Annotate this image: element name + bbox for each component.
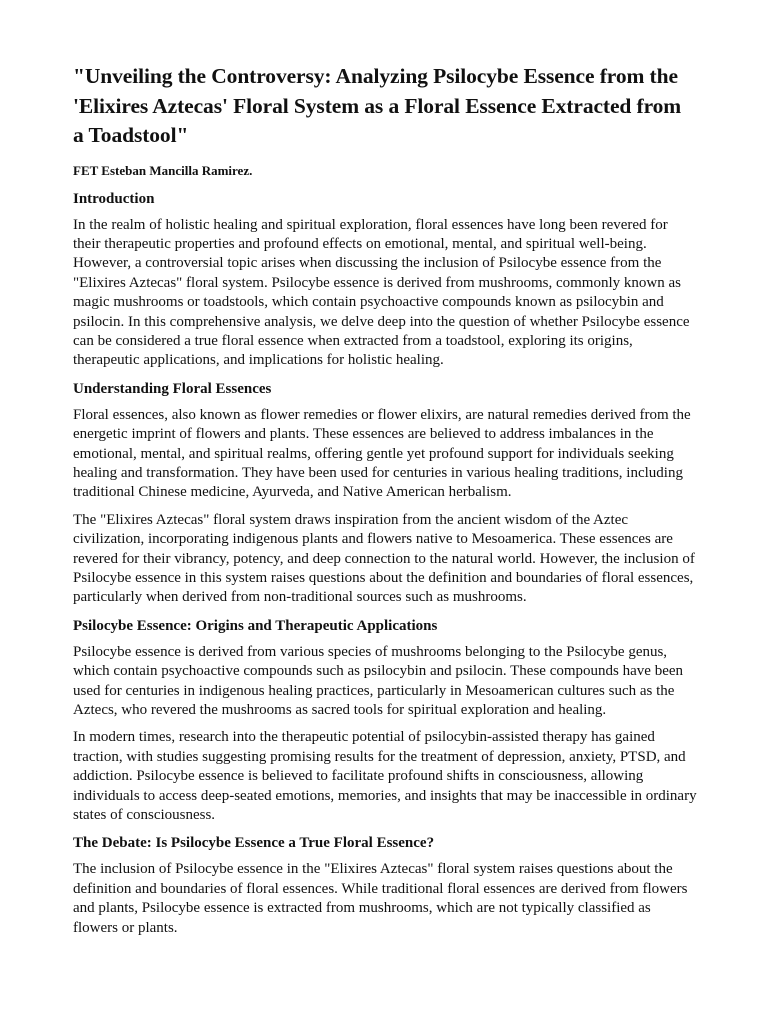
paragraph: Psilocybe essence is derived from various species of mushrooms belonging to the Psilocybe genus, which contain psychoactive compounds such as psilocybin and psilocin. These compounds have been used for centuries in indigenous healing practices, particularly in Mesoamerican cultures such as the Aztecs, who revered the mushrooms as sacred tools for spiritual exploration and healing. xyxy=(73,643,684,719)
section-psilocybe-origins xyxy=(73,616,697,826)
section-heading: Psilocybe Essence: Origins and Therapeutic Applications xyxy=(73,617,438,634)
document-page xyxy=(73,62,697,946)
document-title: "Unveiling the Controversy: Analyzing Psilocybe Essence from the 'Elixires Aztecas' Floral System as a Floral Essence Extracted from a Toadstool" xyxy=(73,64,682,147)
section-introduction xyxy=(73,189,697,371)
section-heading: The Debate: Is Psilocybe Essence a True Floral Essence? xyxy=(73,835,435,852)
paragraph: In the realm of holistic healing and spiritual exploration, floral essences have long been revered for their therapeutic properties and profound effects on emotional, mental, and spiritual well-being. However, a controversial topic arises when discussing the inclusion of Psilocybe essence from the "Elixires Aztecas" floral system. Psilocybe essence is derived from mushrooms, commonly known as magic mushrooms or toadstools, which contain psychoactive compounds known as psilocybin and psilocin. In this comprehensive analysis, we delve deep into the question of whether Psilocybe essence can be considered a true floral essence when extracted from a toadstool, exploring its origins, therapeutic applications, and implications for holistic healing. xyxy=(73,216,690,369)
paragraph: Floral essences, also known as flower remedies or flower elixirs, are natural remedies derived from the energetic imprint of flowers and plants. These essences are believed to address imbalances in the emotional, mental, and spiritual realms, offering gentle yet profound support for individuals seeking healing and transformation. They have been used for centuries in various healing traditions, including traditional Chinese medicine, Ayurveda, and Native American herbalism. xyxy=(73,406,691,501)
paragraph: The "Elixires Aztecas" floral system draws inspiration from the ancient wisdom of the Aztec civilization, incorporating indigenous plants and flowers native to Mesoamerica. These essences are revered for their vibrancy, potency, and deep connection to the natural world. However, the inclusion of Psilocybe essence in this system raises questions about the definition and boundaries of floral essences, particularly when derived from non-traditional sources such as mushrooms. xyxy=(73,511,695,606)
section-the-debate xyxy=(73,833,697,938)
paragraph: The inclusion of Psilocybe essence in the "Elixires Aztecas" floral system raises questions about the definition and boundaries of floral essences. While traditional floral essences are derived from flowers and plants, Psilocybe essence is extracted from mushrooms, which are not typically classified as flowers or plants. xyxy=(73,861,688,936)
author-line: FET Esteban Mancilla Ramirez. xyxy=(73,162,253,178)
section-heading: Understanding Floral Essences xyxy=(73,380,272,397)
section-heading: Introduction xyxy=(73,190,155,207)
section-understanding-floral-essences xyxy=(73,379,697,608)
paragraph: In modern times, research into the therapeutic potential of psilocybin-assisted therapy has gained traction, with studies suggesting promising results for the treatment of depression, anxiety, PTSD, and addiction. Psilocybe essence is believed to facilitate profound shifts in consciousness, allowing individuals to access deep-seated emotions, memories, and insights that may be inaccessible in ordinary states of consciousness. xyxy=(73,729,697,824)
